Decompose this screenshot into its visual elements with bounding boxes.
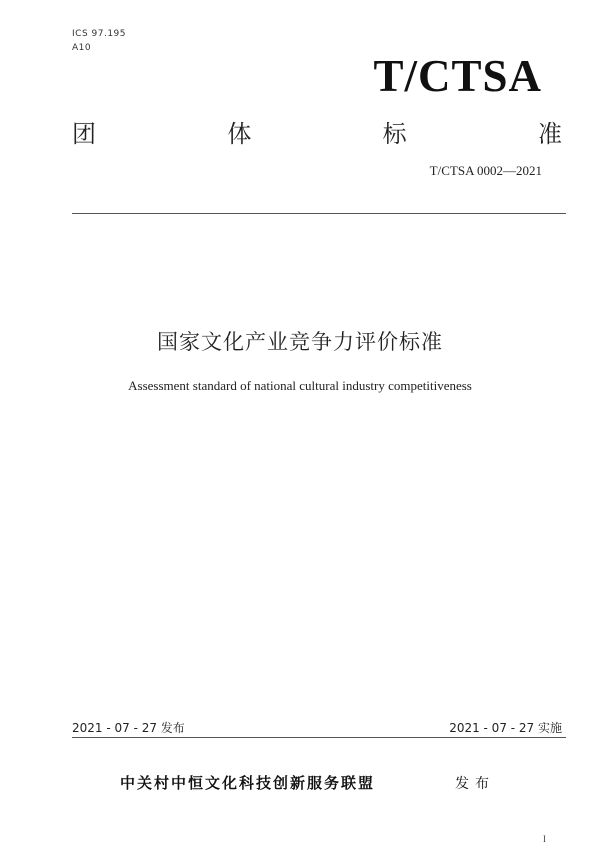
standard-number: T/CTSA 0002—2021 [429,163,542,178]
document-title-chinese: 国家文化产业竞争力评价标准 [157,330,443,354]
publish-label: 发布 [455,776,495,792]
bottom-divider [72,737,566,738]
standard-type-char: 标 [382,120,407,148]
standard-type-char: 准 [537,120,562,148]
ics-code: ICS 97.195 [72,29,127,39]
top-divider [72,213,566,214]
ccs-code: A10 [72,43,92,53]
standard-type-char: 体 [227,120,252,148]
standard-type-char: 团 [72,120,96,148]
publisher-name: 中关村中恒文化科技创新服务联盟 [120,774,376,792]
organization-code: T/CTSA [373,51,542,101]
document-title-english: Assessment standard of national cultural industry competitiveness [128,378,472,393]
page-number: I [543,834,546,844]
implementation-date: 2021 - 07 - 27 实施 [449,721,562,735]
standard-type [72,114,562,149]
publish-date: 2021 - 07 - 27 发布 [72,721,185,735]
